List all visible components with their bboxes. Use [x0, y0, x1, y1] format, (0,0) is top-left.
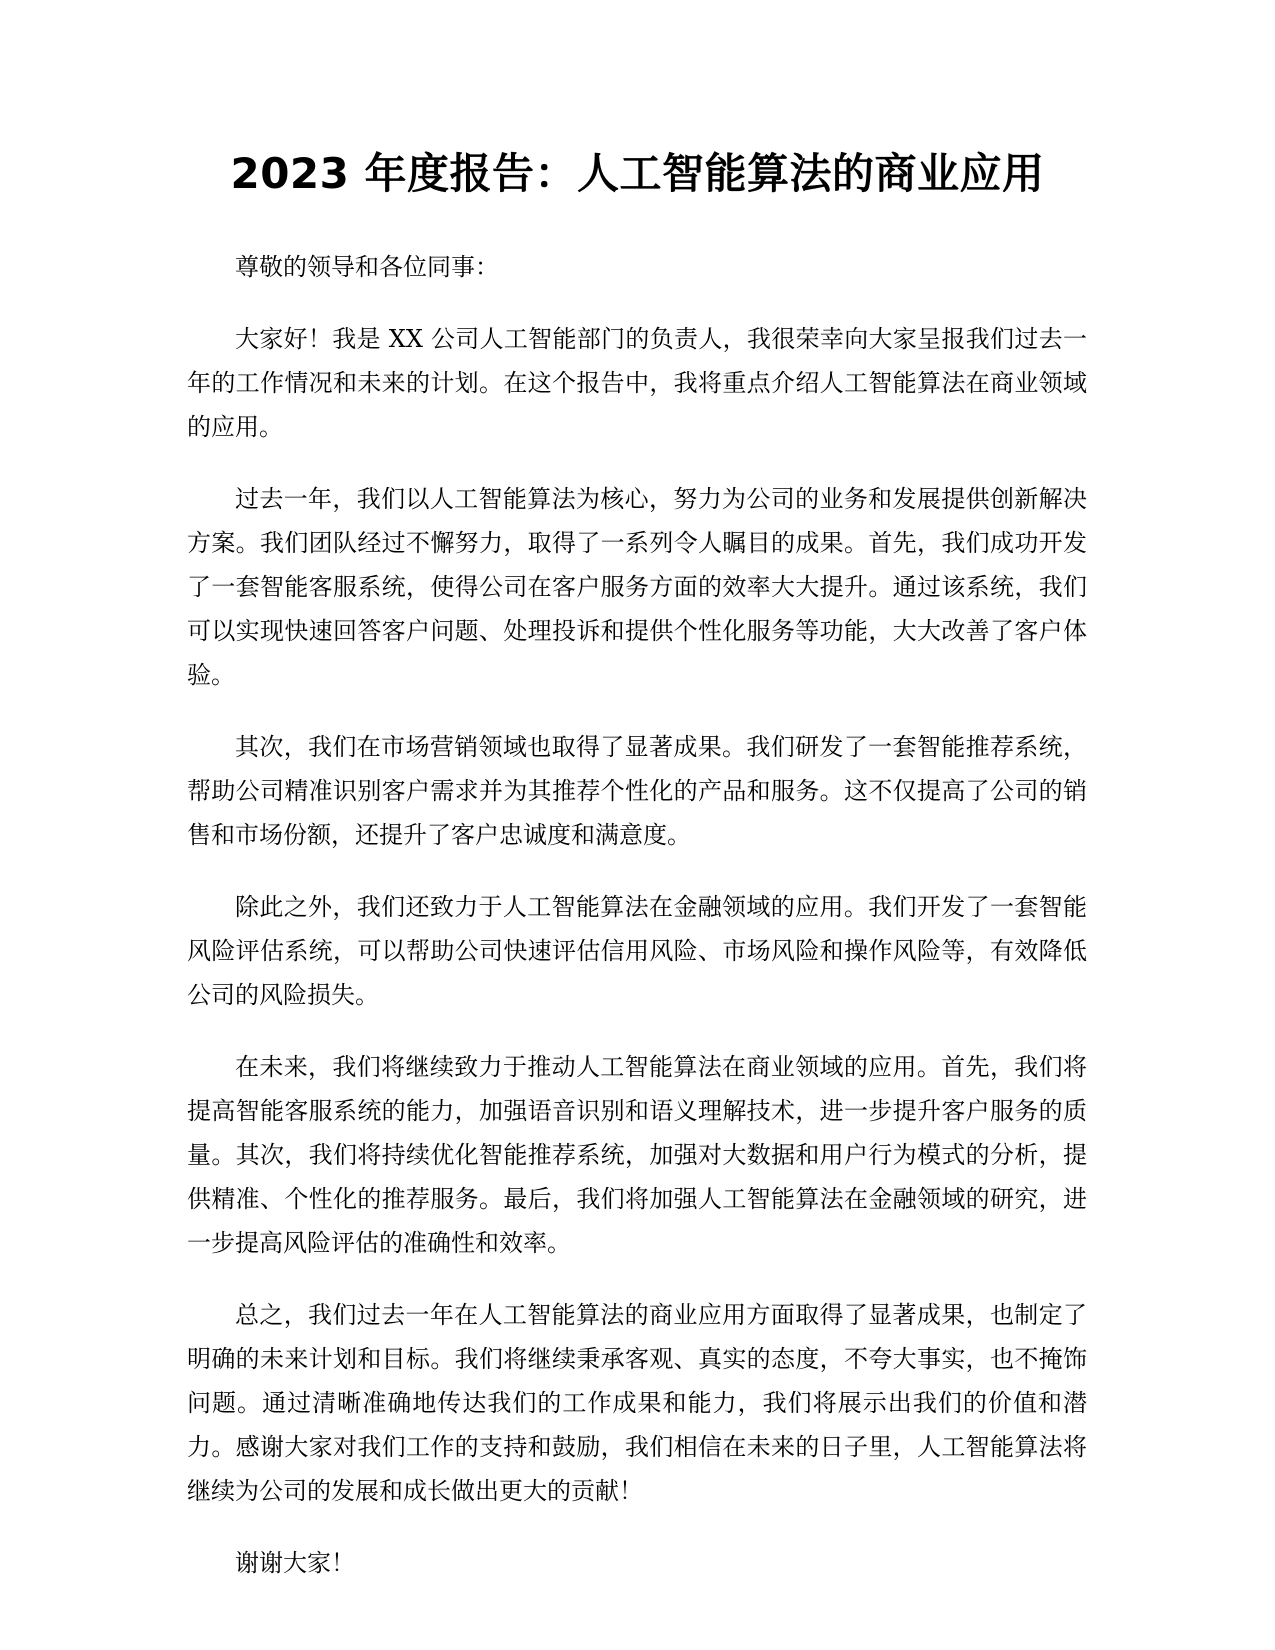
- paragraph-summary: 总之，我们过去一年在人工智能算法的商业应用方面取得了显著成果，也制定了明确的未来计划和目标。我们将继续秉承客观、真实的态度，不夸大事实，也不掩饰问题。通过清晰准确地传达我们的工作成果和能力，我们将展示出我们的价值和潜力。感谢大家对我们工作的支持和鼓励，我们相信在未来的日子里，人工智能算法将继续为公司的发展和成长做出更大的贡献！: [187, 1301, 1087, 1505]
- paragraph-intro: 大家好！我是 XX 公司人工智能部门的负责人，我很荣幸向大家呈报我们过去一年的工作情况和未来的计划。在这个报告中，我将重点介绍人工智能算法在商业领域的应用。: [187, 325, 1087, 441]
- document-title: 2023 年度报告：人工智能算法的商业应用: [230, 149, 1045, 198]
- paragraph-customer-service: 过去一年，我们以人工智能算法为核心，努力为公司的业务和发展提供创新解决方案。我们团队经过不懈努力，取得了一系列令人瞩目的成果。首先，我们成功开发了一套智能客服系统，使得公司在客户服务方面的效率大大提升。通过该系统，我们可以实现快速回答客户问题、处理投诉和提供个性化服务等功能，大大改善了客户体验。: [187, 485, 1087, 689]
- closing: 谢谢大家！: [235, 1549, 355, 1577]
- paragraph-marketing: 其次，我们在市场营销领域也取得了显著成果。我们研发了一套智能推荐系统，帮助公司精准识别客户需求并为其推荐个性化的产品和服务。这不仅提高了公司的销售和市场份额，还提升了客户忠诚度和满意度。: [187, 733, 1087, 849]
- salutation: 尊敬的领导和各位同事：: [235, 253, 499, 281]
- paragraph-future: 在未来，我们将继续致力于推动人工智能算法在商业领域的应用。首先，我们将提高智能客服系统的能力，加强语音识别和语义理解技术，进一步提升客户服务的质量。其次，我们将持续优化智能推荐系统，加强对大数据和用户行为模式的分析，提供精准、个性化的推荐服务。最后，我们将加强人工智能算法在金融领域的研究，进一步提高风险评估的准确性和效率。: [187, 1053, 1087, 1257]
- paragraph-finance: 除此之外，我们还致力于人工智能算法在金融领域的应用。我们开发了一套智能风险评估系统，可以帮助公司快速评估信用风险、市场风险和操作风险等，有效降低公司的风险损失。: [187, 893, 1087, 1009]
- document-body: [187, 245, 1087, 1613]
